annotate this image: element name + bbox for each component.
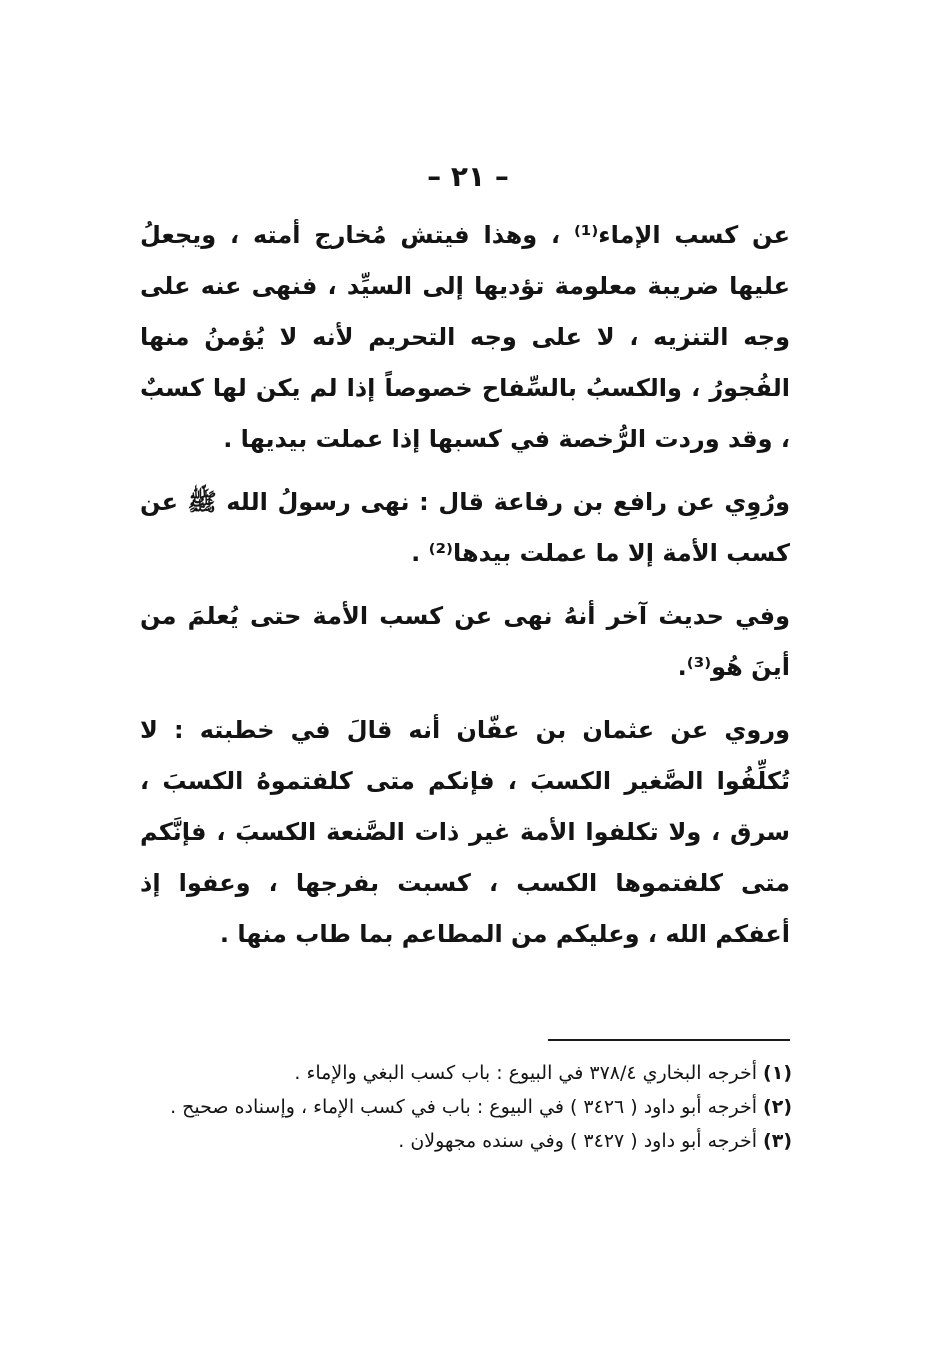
footnote-number: (١) [763, 1062, 792, 1084]
footnote-3 [150, 1126, 792, 1156]
footnotes [150, 1058, 792, 1160]
footnote-number: (٢) [763, 1096, 792, 1118]
footnote-divider [548, 1039, 790, 1041]
paragraph-4: وروي عن عثمان بن عفّان أنه قالَ في خطبته : لا تُكلِّفُوا الصَّغير الكسبَ ، فإنكم متى كلفتموهُ الكسبَ ، سرق ، ولا تكلفوا الأمة غير ذات الصَّنعة الكسبَ ، فإنَّكم متى كلفتموها الكسب ، كسبت بفرجها ، وعفوا إذ أعفكم الله ، وعليكم من المطاعم بما طاب منها . [140, 716, 790, 948]
paragraph-3: وفي حديث آخر أنهُ نهى عن كسب الأمة حتى يُعلمَ من أينَ هُو⁽³⁾. [140, 602, 790, 681]
footnote-2 [150, 1092, 792, 1122]
page-number: – ٢١ – [427, 160, 509, 193]
footnote-1 [150, 1058, 792, 1088]
footnote-text: أخرجه أبو داود ( ٣٤٢٦ ) في البيوع : باب في كسب الإماء ، وإسناده صحيح . [170, 1096, 758, 1118]
main-text [140, 210, 790, 972]
footnote-text: أخرجه البخاري ٣٧٨/٤ في البيوع : باب كسب البغي والإماء . [294, 1062, 758, 1084]
paragraph-1: عن كسب الإماء⁽¹⁾ ، وهذا فيتش مُخارج أمته ، ويجعلُ عليها ضريبة معلومة تؤديها إلى السيِّد ، فنهى عنه على وجه التنزيه ، لا على وجه التحريم لأنه لا يُؤمنُ منها الفُجورُ ، والكسبُ بالسِّفاح خصوصاً إذا لم يكن لها كسبٌ ، وقد وردت الرُّخصة في كسبها إذا عملت بيديها . [140, 221, 791, 453]
footnote-text: أخرجه أبو داود ( ٣٤٢٧ ) وفي سنده مجهولان . [398, 1130, 758, 1152]
paragraph-2: ورُوِي عن رافع بن رفاعة قال : نهى رسولُ الله ﷺ عن كسب الأمة إلا ما عملت بيدها⁽²⁾ . [140, 488, 790, 567]
footnote-number: (٣) [763, 1130, 792, 1152]
